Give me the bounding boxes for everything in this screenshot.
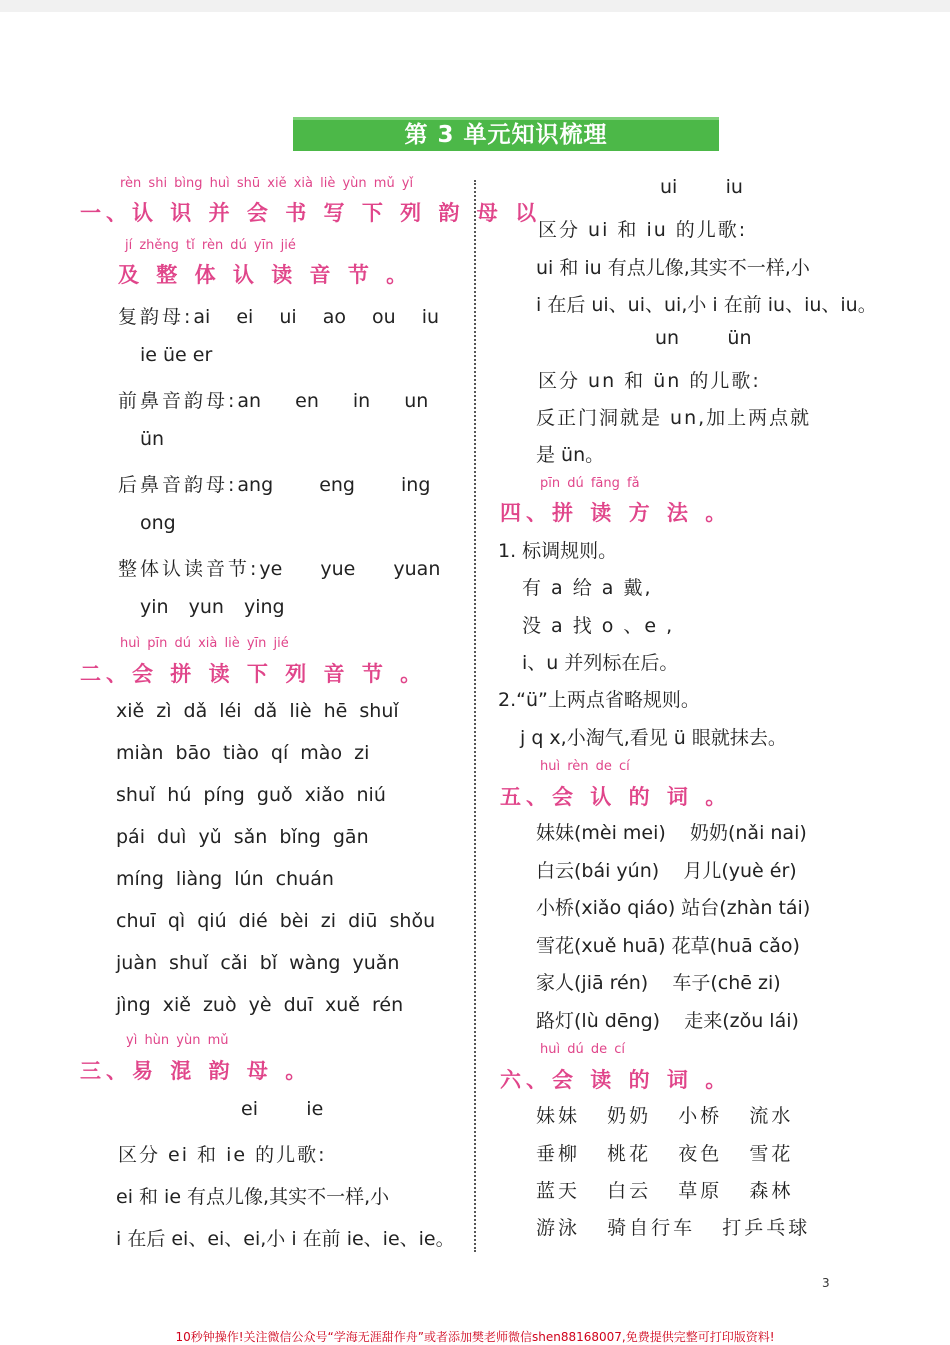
s5-line-6: 路灯(lù dēng) 走来(zǒu lái): [536, 1010, 799, 1032]
s2-line-1: xiě zì dǎ léi dǎ liè hē shuǐ: [116, 700, 399, 722]
s6-line-4: 游泳 骑自行车 打乒乓球: [536, 1217, 811, 1239]
s2-line-8: jìng xiě zuò yè duī xuě rén: [116, 994, 404, 1016]
fu-yunmu-values: ai ei ui ao ou iu: [193, 306, 440, 328]
s1-pinyin-1: rèn shi bìng huì shū xiě xià liè yùn mǔ yǐ: [120, 176, 414, 191]
zhengti-label: 整体认读音节:: [118, 558, 260, 580]
rule-1-line-b: 没 a 找 o 、e ,: [522, 615, 675, 637]
zhengti-values: ye yue yuan: [259, 558, 441, 580]
s4-heading: 四、拼 读 方 法 。: [500, 501, 732, 525]
s2-pinyin: huì pīn dú xià liè yīn jié: [120, 636, 289, 651]
song-un-un-line-2: 是 ün。: [536, 444, 605, 466]
hou-bi-values-2: ong: [140, 512, 176, 534]
s4-pinyin: pīn dú fāng fǎ: [540, 476, 640, 491]
s6-line-1: 妹妹 奶奶 小桥 流水: [536, 1105, 794, 1127]
s5-line-3: 小桥(xiǎo qiáo) 站台(zhàn tái): [536, 897, 811, 919]
pair-ui-iu: ui iu: [660, 176, 743, 198]
s2-line-3: shuǐ hú píng guǒ xiǎo niú: [116, 784, 386, 806]
page-title: 第 3 单元知识梳理: [293, 117, 719, 151]
song-ui-iu-title: 区分 ui 和 iu 的儿歌:: [538, 219, 748, 241]
s2-line-4: pái duì yǔ sǎn bǐng gān: [116, 826, 369, 848]
page-number: 3: [822, 1276, 830, 1290]
pair-un-un: un ün: [655, 327, 752, 349]
rule-1-line-c: i、u 并列标在后。: [522, 652, 679, 674]
hou-bi-label: 后鼻音韵母:: [118, 474, 238, 496]
song-ei-ie-line-1: ei 和 ie 有点儿像,其实不一样,小: [116, 1186, 390, 1208]
s2-line-2: miàn bāo tiào qí mào zi: [116, 742, 370, 764]
s5-line-1: 妹妹(mèi mei) 奶奶(nǎi nai): [536, 822, 807, 844]
rule-1-line-a: 有 a 给 a 戴,: [522, 577, 653, 599]
qian-bi-values: an en in un: [237, 390, 429, 412]
s5-pinyin: huì rèn de cí: [540, 759, 630, 774]
top-bar: [0, 0, 950, 12]
song-ui-iu-line-1: ui 和 iu 有点儿像,其实不一样,小: [536, 257, 810, 279]
hou-bi-values: ang eng ing: [237, 474, 431, 496]
s2-line-7: juàn shuǐ cǎi bǐ wàng yuǎn: [116, 952, 400, 974]
s5-line-2: 白云(bái yún) 月儿(yuè ér): [536, 860, 797, 882]
s1-pinyin-2: jí zhěng tǐ rèn dú yīn jié: [125, 238, 296, 253]
s2-line-6: chuī qì qiú dié bèi zi diū shǒu: [116, 910, 436, 932]
s6-line-2: 垂柳 桃花 夜色 雪花: [536, 1143, 794, 1165]
s1-heading-1: 一、认 识 并 会 书 写 下 列 韵 母 以: [80, 201, 542, 225]
column-divider: [474, 180, 476, 1252]
fu-yunmu-row: [118, 302, 439, 329]
s3-pinyin: yì hùn yùn mǔ: [126, 1033, 229, 1048]
rule-2-title: 2.“ü”上两点省略规则。: [498, 689, 700, 711]
s1-heading-2: 及 整 体 认 读 音 节 。: [118, 263, 413, 287]
s3-heading: 三、易 混 韵 母 。: [80, 1059, 312, 1083]
s6-line-3: 蓝天 白云 草原 森林: [536, 1180, 794, 1202]
song-un-un-line-1: 反正门洞就是 un,加上两点就: [536, 407, 812, 429]
s5-heading: 五、会 认 的 词 。: [500, 785, 732, 809]
song-un-un-title: 区分 un 和 ün 的儿歌:: [538, 370, 761, 392]
zhengti-row: [118, 554, 440, 581]
song-ui-iu-line-2: i 在后 ui、ui、ui,小 i 在前 iu、iu、iu。: [536, 294, 877, 316]
song-ei-ie-title: 区分 ei 和 ie 的儿歌:: [118, 1144, 327, 1166]
footer-notice: 10秒钟操作!关注微信公众号“学海无涯甜作舟”或者添加樊老师微信shen88168007,免费提供完整可打印版资料!: [175, 1330, 775, 1344]
s2-line-5: míng liàng lún chuán: [116, 868, 334, 890]
rule-2-line-a: j q x,小淘气,看见 ü 眼就抹去。: [520, 727, 787, 749]
s2-heading: 二、会 拼 读 下 列 音 节 。: [80, 662, 427, 686]
fu-yunmu-label: 复韵母:: [118, 306, 194, 328]
s6-pinyin: huì dú de cí: [540, 1042, 625, 1057]
song-ei-ie-line-2: i 在后 ei、ei、ei,小 i 在前 ie、ie、ie。: [116, 1228, 455, 1250]
s6-heading: 六、会 读 的 词 。: [500, 1068, 732, 1092]
qian-bi-label: 前鼻音韵母:: [118, 390, 238, 412]
hou-bi-row: [118, 470, 430, 497]
qian-bi-row: [118, 386, 428, 413]
zhengti-values-2: yin yun ying: [140, 596, 285, 618]
s5-line-4: 雪花(xuě huā) 花草(huā cǎo): [536, 935, 800, 957]
pair-ei-ie: ei ie: [241, 1098, 324, 1120]
s5-line-5: 家人(jiā rén) 车子(chē zi): [536, 972, 781, 994]
qian-bi-values-2: ün: [140, 428, 165, 450]
rule-1-title: 1. 标调规则。: [498, 540, 618, 562]
fu-yunmu-values-2: ie üe er: [140, 344, 213, 366]
